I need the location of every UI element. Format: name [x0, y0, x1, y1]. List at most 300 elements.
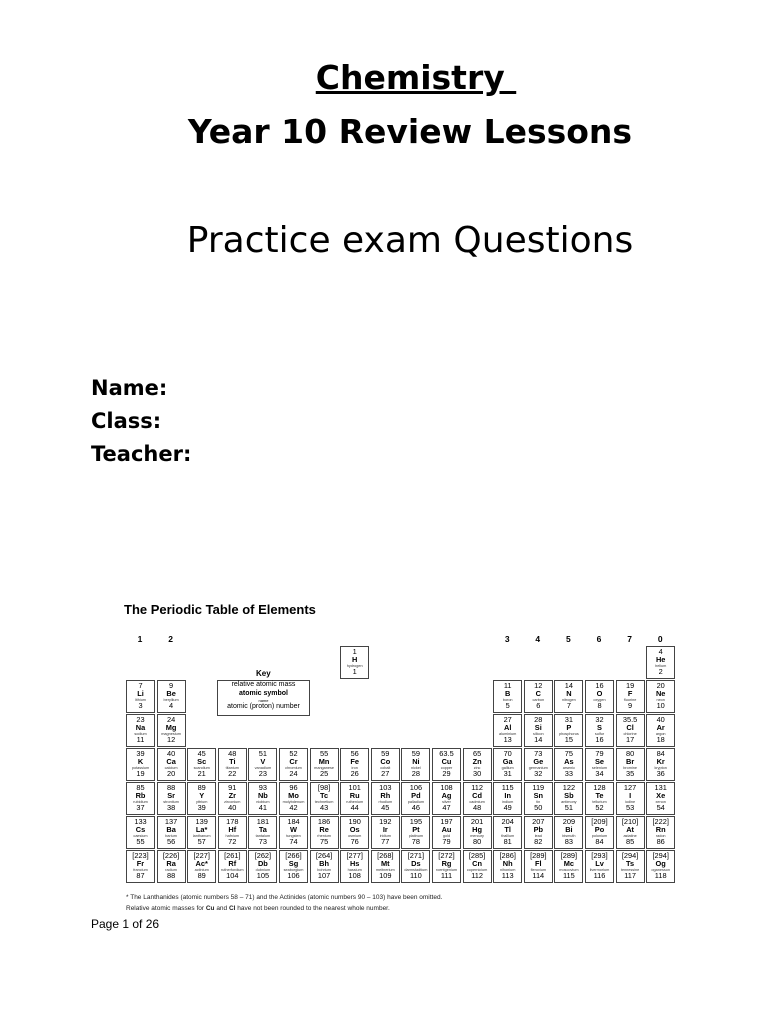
element-name: indium: [502, 800, 514, 804]
element-mass: 28: [534, 715, 543, 724]
element-name: francium: [133, 868, 148, 872]
element-cell-ra: [157, 850, 186, 883]
element-cell-rg: [432, 850, 461, 883]
element-number: 56: [166, 837, 176, 846]
element-name: phosphorus: [558, 732, 579, 736]
element-mass: 88: [166, 783, 176, 792]
element-symbol: V: [260, 757, 266, 766]
element-cell-as: [554, 748, 583, 781]
element-name: arsenic: [562, 766, 576, 770]
element-cell-ne: [646, 680, 675, 713]
element-symbol: Ra: [166, 859, 176, 868]
element-name: cadmium: [469, 800, 485, 804]
element-name: oganesson: [651, 868, 670, 872]
document-title: Chemistry: [315, 58, 517, 97]
element-mass: [286]: [499, 851, 516, 860]
element-number: 84: [595, 837, 604, 846]
footnote-rounding-a: Relative atomic masses for: [126, 905, 206, 912]
element-name: moscovium: [559, 868, 579, 872]
element-name: tennessine: [620, 868, 640, 872]
key-label: Key: [256, 669, 271, 678]
element-number: 22: [228, 769, 237, 778]
element-number: 45: [381, 803, 390, 812]
element-symbol: Ar: [656, 723, 665, 732]
element-number: 21: [197, 769, 206, 778]
element-name: selenium: [591, 766, 608, 770]
element-name: hydrogen: [346, 664, 363, 668]
element-number: 46: [411, 803, 420, 812]
element-number: 83: [564, 837, 573, 846]
element-mass: [209]: [591, 817, 608, 826]
element-cell-cu: [432, 748, 461, 781]
element-mass: 127: [623, 783, 637, 792]
document-heading: Practice exam Questions: [186, 220, 634, 261]
group-label: 0: [657, 634, 663, 644]
element-number: 29: [442, 769, 451, 778]
element-mass: 32: [595, 715, 604, 724]
element-number: 32: [534, 769, 543, 778]
element-number: 52: [595, 803, 604, 812]
element-number: 23: [258, 769, 267, 778]
element-symbol: H: [352, 655, 358, 664]
element-number: 86: [656, 837, 665, 846]
element-cell-fe: [340, 748, 369, 781]
key-number-line: atomic (proton) number: [227, 703, 300, 710]
element-cell-nb: [248, 782, 277, 815]
element-mass: 119: [532, 783, 545, 792]
element-mass: 85: [136, 783, 145, 792]
element-cell-ti: [218, 748, 247, 781]
element-number: 73: [258, 837, 267, 846]
element-mass: 112: [471, 783, 483, 792]
element-name: darmstadtium: [404, 868, 428, 872]
element-number: 54: [656, 803, 665, 812]
element-symbol: Fl: [535, 859, 542, 868]
element-mass: 12: [534, 681, 543, 690]
element-number: 20: [166, 769, 176, 778]
element-symbol: Ac*: [195, 859, 208, 868]
element-name: bohrium: [317, 868, 331, 872]
element-cell-bh: [310, 850, 339, 883]
element-mass: 65: [472, 749, 482, 758]
element-name: tantalum: [255, 834, 271, 838]
element-name: rhenium: [317, 834, 331, 838]
class-field-label: Class:: [91, 409, 162, 433]
element-name: molybdenum: [282, 800, 305, 804]
element-name: meitnerium: [375, 868, 395, 872]
element-number: 8: [597, 701, 602, 710]
element-name: platinum: [408, 834, 424, 838]
element-mass: 4: [658, 647, 663, 656]
element-mass: 128: [593, 783, 606, 792]
key-symbol-line: atomic symbol: [238, 689, 288, 697]
element-mass: 1: [352, 647, 357, 656]
element-number: 41: [258, 803, 267, 812]
element-mass: 96: [289, 783, 298, 792]
element-mass: [262]: [254, 851, 272, 860]
element-number: 89: [197, 871, 206, 880]
element-number: 85: [625, 837, 635, 846]
periodic-table-key: [217, 680, 310, 716]
element-name: nitrogen: [562, 698, 576, 702]
element-cell-hs: [340, 850, 369, 883]
element-number: 40: [228, 803, 237, 812]
element-symbol: Y: [199, 791, 205, 800]
footnote-rounding-b: have not been rounded to the nearest whole number.: [235, 905, 390, 912]
element-cell-pt: [401, 816, 430, 849]
element-number: 28: [411, 769, 420, 778]
element-name: rhodium: [378, 800, 393, 804]
element-cell-ag: [432, 782, 461, 815]
element-symbol: Nh: [502, 859, 513, 868]
element-number: 17: [625, 735, 635, 744]
element-number: 7: [566, 701, 571, 710]
element-cell-au: [432, 816, 461, 849]
element-mass: 59: [411, 749, 420, 758]
element-mass: 19: [625, 681, 635, 690]
element-symbol: Hg: [472, 825, 483, 834]
element-number: 117: [624, 871, 636, 880]
element-symbol: Ga: [502, 757, 513, 766]
element-symbol: Rb: [135, 791, 146, 800]
element-name: bromine: [623, 766, 637, 770]
element-number: 55: [136, 837, 145, 846]
element-symbol: Bh: [319, 859, 330, 868]
element-symbol: Al: [503, 723, 512, 732]
group-label: 1: [137, 634, 143, 644]
element-number: 106: [287, 871, 300, 880]
element-name: radium: [165, 868, 177, 872]
element-name: argon: [655, 732, 666, 736]
element-name: gallium: [501, 766, 514, 770]
element-symbol: Mn: [318, 757, 330, 766]
element-mass: 209: [562, 817, 576, 826]
element-symbol: As: [564, 757, 574, 766]
element-name: neon: [656, 698, 665, 702]
element-mass: 79: [595, 749, 604, 758]
element-number: 76: [350, 837, 359, 846]
element-symbol: B: [505, 689, 511, 698]
element-mass: 207: [532, 817, 545, 826]
footnote-omitted: * The Lanthanides (atomic numbers 58 – 71) and the Actinides (atomic numbers 90 – 103) have been omitted.: [126, 894, 443, 901]
element-name: bismuth: [562, 834, 576, 838]
element-symbol: Cn: [472, 859, 483, 868]
element-cell-bi: [554, 816, 583, 849]
element-cell-zr: [218, 782, 247, 815]
element-symbol: Ni: [412, 757, 420, 766]
element-cell-rn: [646, 816, 675, 849]
element-symbol: Si: [534, 723, 542, 732]
element-number: 72: [228, 837, 237, 846]
element-cell-sc: [187, 748, 216, 781]
element-number: 38: [166, 803, 176, 812]
element-symbol: Ta: [258, 825, 267, 834]
element-cell-ta: [248, 816, 277, 849]
element-cell-po: [585, 816, 614, 849]
element-symbol: Cd: [472, 791, 483, 800]
element-cell-k: [126, 748, 155, 781]
element-mass: [98]: [317, 783, 331, 792]
element-mass: 184: [287, 817, 300, 826]
element-number: 105: [256, 871, 270, 880]
element-mass: 115: [501, 783, 514, 792]
key-mass-line: relative atomic mass: [231, 681, 296, 688]
element-mass: [261]: [224, 851, 241, 860]
element-symbol: Hf: [228, 825, 237, 834]
element-number: 78: [411, 837, 420, 846]
element-cell-o: [585, 680, 614, 713]
element-cell-si: [524, 714, 553, 747]
element-cell-na: [126, 714, 155, 747]
element-symbol: At: [626, 825, 634, 834]
element-cell-mo: [279, 782, 308, 815]
element-name: magnesium: [161, 732, 181, 736]
footnote-cu: Cu: [205, 905, 215, 912]
element-mass: [268]: [377, 851, 394, 860]
element-symbol: Sr: [167, 791, 175, 800]
element-cell-p: [554, 714, 583, 747]
element-symbol: Ba: [166, 825, 176, 834]
element-cell-ac: [187, 850, 216, 883]
document-subtitle: Year 10 Review Lessons: [187, 112, 633, 151]
element-cell-se: [585, 748, 614, 781]
element-name: vanadium: [254, 766, 272, 770]
element-cell-te: [585, 782, 614, 815]
element-symbol: Rg: [441, 859, 452, 868]
element-mass: [223]: [132, 851, 149, 860]
element-number: 50: [534, 803, 543, 812]
element-cell-at: [616, 816, 645, 849]
element-cell-lv: [585, 850, 614, 883]
element-mass: 63.5: [439, 749, 454, 758]
element-number: 30: [472, 769, 482, 778]
element-symbol: Db: [257, 859, 268, 868]
element-cell-rb: [126, 782, 155, 815]
element-mass: 122: [562, 783, 576, 792]
element-symbol: Bi: [565, 825, 573, 834]
element-name: copernicium: [466, 868, 488, 872]
element-number: 115: [562, 871, 575, 880]
element-symbol: La*: [195, 825, 208, 834]
element-mass: [266]: [285, 851, 302, 860]
footnote-rounding: [126, 905, 390, 912]
element-symbol: Na: [135, 723, 146, 732]
element-symbol: Mt: [380, 859, 390, 868]
element-cell-ar: [646, 714, 675, 747]
element-symbol: Tl: [504, 825, 511, 834]
element-number: 11: [136, 735, 145, 744]
element-name: nihonium: [499, 868, 516, 872]
element-mass: 14: [564, 681, 573, 690]
element-number: 48: [472, 803, 482, 812]
element-symbol: Li: [137, 689, 144, 698]
element-name: gold: [442, 834, 451, 838]
element-name: antimony: [561, 800, 577, 804]
element-number: 112: [471, 871, 483, 880]
element-symbol: Po: [594, 825, 605, 834]
element-mass: 23: [136, 715, 145, 724]
element-symbol: Fr: [136, 859, 145, 868]
element-cell-db: [248, 850, 277, 883]
element-cell-hf: [218, 816, 247, 849]
element-name: silver: [442, 800, 451, 804]
element-cell-pb: [524, 816, 553, 849]
element-cell-cr: [279, 748, 308, 781]
element-name: helium: [655, 664, 667, 668]
element-mass: 52: [289, 749, 298, 758]
element-mass: 195: [409, 817, 423, 826]
element-mass: [264]: [315, 851, 333, 860]
element-mass: 11: [503, 681, 512, 690]
element-mass: 39: [136, 749, 145, 758]
periodic-table-title: The Periodic Table of Elements: [124, 602, 316, 617]
element-number: 34: [595, 769, 604, 778]
footnote-and: and: [214, 905, 229, 912]
group-label: 4: [535, 634, 541, 644]
element-mass: [210]: [621, 817, 639, 826]
element-symbol: Se: [594, 757, 605, 766]
element-number: 104: [226, 871, 239, 880]
element-name: oxygen: [593, 698, 606, 702]
element-cell-nh: [493, 850, 522, 883]
element-symbol: Be: [166, 689, 176, 698]
element-mass: 59: [381, 749, 390, 758]
element-number: 9: [628, 701, 633, 710]
element-mass: [289]: [530, 851, 547, 860]
element-name: rutherfordium: [221, 868, 244, 872]
element-number: 39: [197, 803, 206, 812]
element-mass: 186: [317, 817, 331, 826]
element-number: 2: [658, 667, 663, 676]
element-symbol: Ir: [382, 825, 388, 834]
element-mass: 103: [379, 783, 392, 792]
element-cell-rh: [371, 782, 400, 815]
element-cell-sb: [554, 782, 583, 815]
element-symbol: W: [290, 825, 297, 834]
element-mass: [222]: [652, 817, 669, 826]
element-name: aluminium: [499, 732, 517, 736]
element-name: titanium: [225, 766, 239, 770]
element-cell-pd: [401, 782, 430, 815]
element-mass: [271]: [407, 851, 425, 860]
element-symbol: F: [627, 689, 633, 698]
element-mass: [226]: [162, 851, 180, 860]
element-cell-og: [646, 850, 675, 883]
element-mass: [294]: [621, 851, 639, 860]
element-cell-os: [340, 816, 369, 849]
element-cell-mg: [157, 714, 186, 747]
element-name: sodium: [134, 732, 147, 736]
element-cell-fl: [524, 850, 553, 883]
element-number: 15: [564, 735, 573, 744]
element-mass: [272]: [438, 851, 455, 860]
element-cell-tl: [493, 816, 522, 849]
element-name: hafnium: [225, 834, 240, 838]
element-mass: 27: [503, 715, 512, 724]
element-cell-b: [493, 680, 522, 713]
element-number: 19: [136, 769, 145, 778]
element-mass: 56: [350, 749, 359, 758]
element-name: lithium: [135, 698, 146, 702]
element-symbol: S: [597, 723, 602, 732]
element-number: 4: [169, 701, 174, 710]
element-number: 74: [289, 837, 298, 846]
element-symbol: C: [535, 689, 541, 698]
element-number: 79: [442, 837, 451, 846]
element-mass: 45: [197, 749, 206, 758]
element-number: 27: [381, 769, 390, 778]
element-number: 6: [536, 701, 541, 710]
element-symbol: Zn: [472, 757, 482, 766]
element-number: 33: [564, 769, 573, 778]
element-name: germanium: [528, 766, 548, 770]
element-cell-cd: [463, 782, 492, 815]
element-cell-he: [646, 646, 675, 679]
element-name: manganese: [314, 766, 335, 770]
group-label: 3: [504, 634, 510, 644]
element-mass: 137: [164, 817, 178, 826]
element-cell-i: [616, 782, 645, 815]
element-symbol: Lv: [595, 859, 604, 868]
element-name: seaborgium: [283, 868, 304, 872]
element-name: sulfur: [594, 732, 605, 736]
element-number: 57: [197, 837, 206, 846]
element-cell-hg: [463, 816, 492, 849]
element-name: potassium: [131, 766, 150, 770]
element-number: 53: [625, 803, 635, 812]
element-symbol: Cu: [441, 757, 452, 766]
element-symbol: P: [566, 723, 572, 732]
element-mass: 70: [503, 749, 512, 758]
element-symbol: He: [655, 655, 666, 664]
element-symbol: Og: [655, 859, 666, 868]
element-name: rubidium: [133, 800, 148, 804]
element-mass: 48: [228, 749, 237, 758]
element-number: 75: [319, 837, 329, 846]
element-name: iridium: [379, 834, 391, 838]
element-mass: 201: [470, 817, 484, 826]
group-label: 6: [596, 634, 602, 644]
element-symbol: Sn: [533, 791, 544, 800]
element-number: 13: [503, 735, 512, 744]
element-number: 35: [625, 769, 635, 778]
element-symbol: Hs: [349, 859, 360, 868]
element-cell-v: [248, 748, 277, 781]
element-symbol: Ds: [411, 859, 421, 868]
element-mass: 9: [169, 681, 174, 690]
element-symbol: Ti: [229, 757, 236, 766]
element-symbol: Cs: [135, 825, 146, 834]
element-number: 10: [656, 701, 665, 710]
element-mass: 131: [654, 783, 667, 792]
element-number: 110: [409, 871, 422, 880]
element-number: 14: [534, 735, 543, 744]
element-symbol: Ne: [655, 689, 666, 698]
element-cell-rf: [218, 850, 247, 883]
element-number: 42: [289, 803, 298, 812]
element-symbol: Rn: [655, 825, 666, 834]
element-number: 3: [138, 701, 143, 710]
element-mass: 24: [166, 715, 176, 724]
element-cell-al: [493, 714, 522, 747]
element-number: 49: [503, 803, 512, 812]
element-name: thallium: [501, 834, 515, 838]
element-cell-y: [187, 782, 216, 815]
element-mass: 204: [501, 817, 514, 826]
element-cell-ga: [493, 748, 522, 781]
element-name: nickel: [411, 766, 421, 770]
element-symbol: Tc: [320, 791, 329, 800]
